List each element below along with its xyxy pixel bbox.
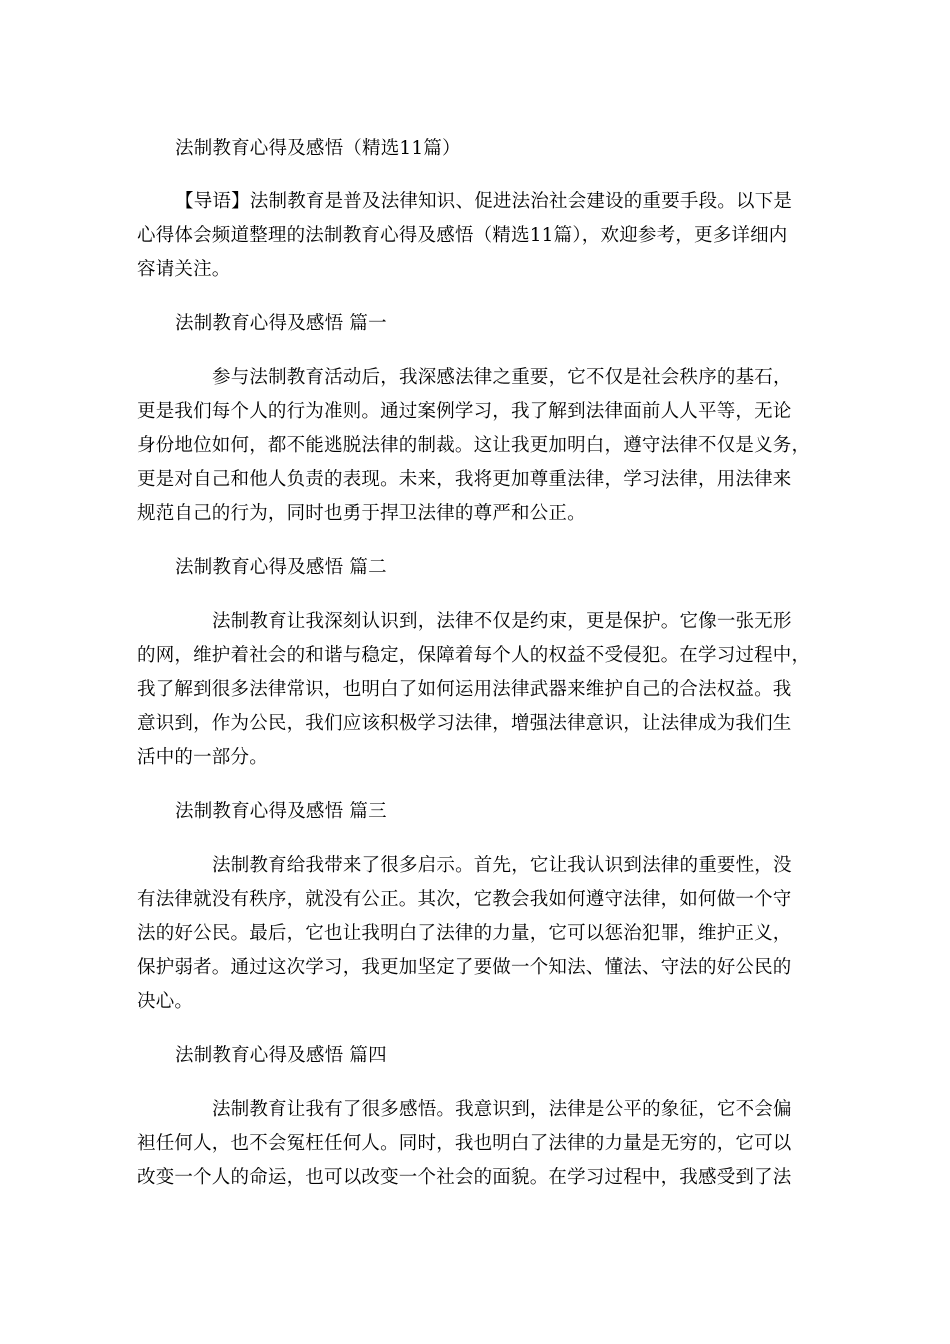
section-1-line-2: 更是我们每个人的行为准则。通过案例学习，我了解到法律面前人人平等，无论 [137,401,792,422]
intro-line-2: 心得体会频道整理的法制教育心得及感悟（精选11篇），欢迎参考，更多详细内 [137,225,788,246]
section-3-line-2: 有法律就没有秩序，就没有公正。其次，它教会我如何遵守法律，如何做一个守 [137,889,792,910]
section-1-line-5: 规范自己的行为，同时也勇于捍卫法律的尊严和公正。 [137,503,586,524]
section-2-line-1: 法制教育让我深刻认识到，法律不仅是约束，更是保护。它像一张无形 [212,611,792,632]
section-4-line-2: 袒任何人，也不会冤枉任何人。同时，我也明白了法律的力量是无穷的，它可以 [137,1133,792,1154]
section-2-line-3: 我了解到很多法律常识，也明白了如何运用法律武器来维护自己的合法权益。我 [137,679,792,700]
section-4-line-1: 法制教育让我有了很多感悟。我意识到，法律是公平的象征，它不会偏 [212,1099,792,1120]
section-2-line-2: 的网，维护着社会的和谐与稳定，保障着每个人的权益不受侵犯。在学习过程中， [137,645,811,666]
section-1-heading: 法制教育心得及感悟 篇一 [175,313,387,334]
section-1-line-4: 更是对自己和他人负责的表现。未来，我将更加尊重法律，学习法律，用法律来 [137,469,792,490]
section-3-heading: 法制教育心得及感悟 篇三 [175,801,387,822]
section-1-line-1: 参与法制教育活动后，我深感法律之重要，它不仅是社会秩序的基石， [212,367,792,388]
intro-line-3: 容请关注。 [137,259,231,280]
section-2-line-5: 活中的一部分。 [137,747,268,768]
section-1-line-3: 身份地位如何，都不能逃脱法律的制裁。这让我更加明白，遵守法律不仅是义务， [137,435,811,456]
section-3-line-5: 决心。 [137,991,194,1012]
section-3-line-4: 保护弱者。通过这次学习，我更加坚定了要做一个知法、懂法、守法的好公民的 [137,957,792,978]
section-2-line-4: 意识到，作为公民，我们应该积极学习法律，增强法律意识，让法律成为我们生 [137,713,792,734]
section-3-line-1: 法制教育给我带来了很多启示。首先，它让我认识到法律的重要性，没 [212,855,792,876]
intro-line-1: 【导语】法制教育是普及法律知识、促进法治社会建设的重要手段。以下是 [175,191,793,212]
section-3-line-3: 法的好公民。最后，它也让我明白了法律的力量，它可以惩治犯罪，维护正义， [137,923,792,944]
section-2-heading: 法制教育心得及感悟 篇二 [175,557,387,578]
section-4-heading: 法制教育心得及感悟 篇四 [175,1045,387,1066]
section-4-line-3: 改变一个人的命运，也可以改变一个社会的面貌。在学习过程中，我感受到了法 [137,1167,792,1188]
document-title: 法制教育心得及感悟（精选11篇） [175,138,461,159]
